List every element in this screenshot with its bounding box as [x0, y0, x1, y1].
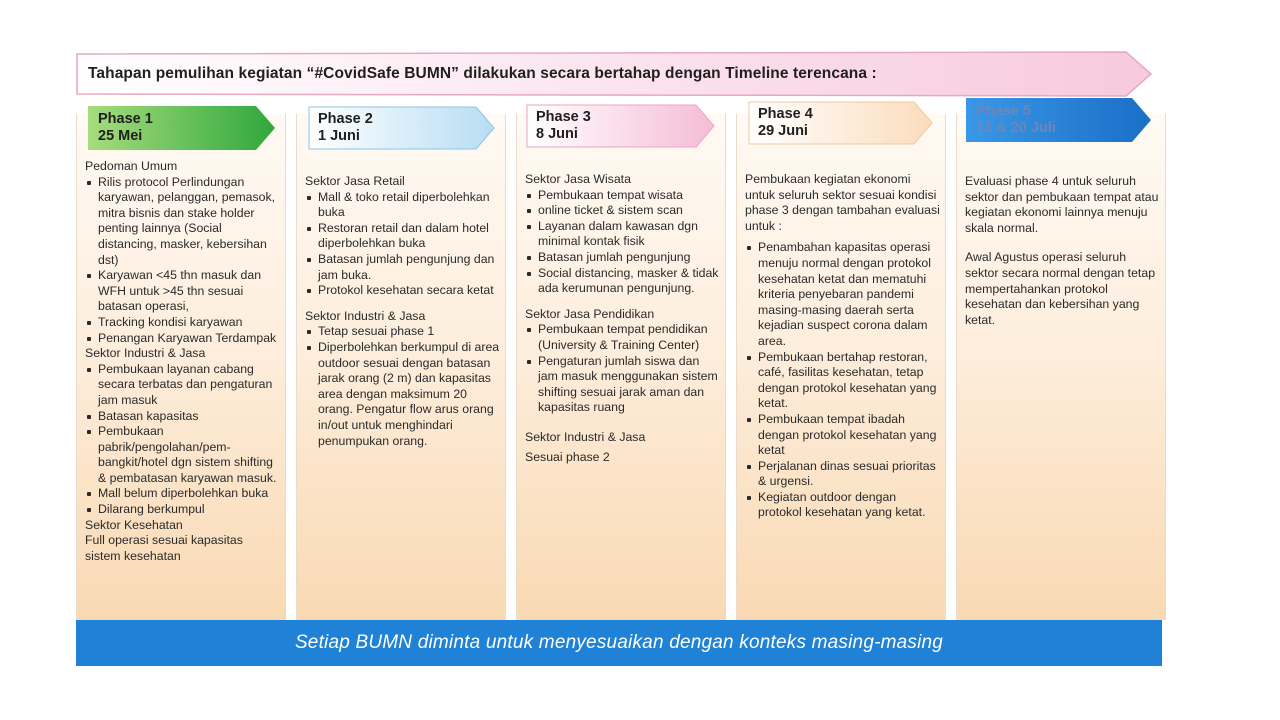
list-item: Dilarang berkumpul — [85, 502, 281, 518]
list-item: Batasan jumlah pengunjung dan jam buka. — [305, 252, 501, 283]
list-item: Restoran retail dan dalam hotel diperbolehkan buka — [305, 221, 501, 252]
bullet-list — [525, 322, 721, 416]
phase-column-1 — [76, 114, 286, 620]
phase-date: 1 Juni — [318, 128, 360, 144]
phase-1-chevron — [88, 106, 276, 150]
phase-5-content — [965, 174, 1161, 328]
section-heading: Pedoman Umum — [85, 159, 178, 173]
footer-banner — [76, 620, 1162, 666]
section-text: Evaluasi phase 4 untuk seluruh sektor dan pembukaan tempat atau kegiatan ekonomi lainnya menuju skala normal. — [965, 174, 1159, 235]
bullet-list — [745, 240, 941, 521]
list-item: Batasan jumlah pengunjung — [525, 250, 721, 266]
section-heading: Sektor Industri & Jasa — [525, 429, 646, 444]
list-item: Penambahan kapasitas operasi menuju normal dengan protokol kesehatan ketat dan mematuhi kriteria penyebaran pandemi masing-masing daerah serta kejadian suspect corona dalam area. — [745, 240, 941, 349]
bullet-list — [525, 188, 721, 297]
section-heading: Sektor Industri & Jasa — [305, 308, 426, 323]
phase-5-chevron — [966, 98, 1152, 142]
list-item: Pembukaan tempat pendidikan (University & Training Center) — [525, 322, 721, 353]
section-heading: Sektor Kesehatan — [85, 517, 183, 532]
phase-label: Phase 3 — [536, 109, 591, 125]
section-heading: Sektor Jasa Retail — [305, 174, 405, 188]
phase-column-4 — [736, 114, 946, 620]
phase-1-content — [85, 159, 281, 564]
phase-3-chevron — [526, 104, 716, 148]
header-banner — [76, 48, 1152, 100]
list-item: Mall & toko retail diperbolehkan buka — [305, 190, 501, 221]
list-item: Karyawan <45 thn masuk dan WFH untuk >45 thn sesuai batasan operasi, — [85, 268, 281, 315]
phase-column-2 — [296, 114, 506, 620]
phase-date: 8 Juni — [536, 126, 578, 142]
list-item: Layanan dalam kawasan dgn minimal kontak fisik — [525, 219, 721, 250]
section-heading: Pembukaan kegiatan ekonomi untuk seluruh sektor sesuai kondisi phase 3 dengan tambahan evaluasi untuk : — [745, 172, 940, 233]
list-item: Mall belum diperbolehkan buka — [85, 486, 281, 502]
phase-label: Phase 1 — [98, 111, 153, 127]
list-item: Pembukaan tempat wisata — [525, 188, 721, 204]
phase-column-3 — [516, 114, 726, 620]
phase-label: Phase 2 — [318, 111, 373, 127]
list-item: Pembukaan tempat ibadah dengan protokol kesehatan yang ketat — [745, 412, 941, 459]
list-item: online ticket & sistem scan — [525, 203, 721, 219]
phase-column-5 — [956, 114, 1166, 620]
phase-4-content — [745, 172, 941, 521]
section-text: Full operasi sesuai kapasitas sistem kesehatan — [85, 533, 243, 563]
phase-label: Phase 5 — [976, 103, 1031, 119]
list-item: Pembukaan bertahap restoran, café, fasilitas kesehatan, tetap dengan protokol kesehatan yang ketat. — [745, 350, 941, 412]
section-text: Awal Agustus operasi seluruh sektor secara normal dengan tetap mempertahankan protokol kesehatan dan kebersihan yang ketat. — [965, 250, 1156, 327]
list-item: Kegiatan outdoor dengan protokol kesehatan yang ketat. — [745, 490, 941, 521]
bullet-list — [85, 362, 281, 518]
list-item: Pembukaan pabrik/pengolahan/pem-bangkit/hotel dgn sistem shifting & pembatasan karyawan masuk. — [85, 424, 281, 486]
list-item: Pengaturan jumlah siswa dan jam masuk menggunakan sistem shifting sesuai jarak aman dan kapasitas ruang — [525, 354, 721, 416]
phase-4-chevron — [748, 101, 934, 145]
phase-date: 29 Juni — [758, 123, 808, 139]
phase-2-chevron — [308, 106, 496, 150]
bullet-list — [85, 175, 281, 347]
bullet-list — [305, 324, 501, 449]
phase-date: 25 Mei — [98, 128, 143, 144]
phase-3-content — [525, 172, 721, 465]
list-item: Pembukaan layanan cabang secara terbatas dan pengaturan jam masuk — [85, 362, 281, 409]
phase-label: Phase 4 — [758, 106, 813, 122]
section-heading: Sektor Industri & Jasa — [85, 346, 206, 361]
list-item: Rilis protocol Perlindungan karyawan, pelanggan, pemasok, mitra bisnis dan stake holder penting lainnya (Social distancing, masker, kebersihan dst) — [85, 175, 281, 269]
list-item: Diperbolehkan berkumpul di area outdoor sesuai dengan batasan jarak orang (2 m) dan kapasitas area dengan maksimum 20 orang. Pengatur flow arus orang in/out untuk menghindari penumpukan orang. — [305, 340, 501, 449]
list-item: Tetap sesuai phase 1 — [305, 324, 501, 340]
bullet-list — [305, 190, 501, 299]
phase-date: 13 & 20 Juli — [976, 120, 1056, 136]
list-item: Tracking kondisi karyawan — [85, 315, 281, 331]
section-heading: Sektor Jasa Wisata — [525, 172, 631, 186]
phase-2-content — [305, 174, 501, 449]
list-item: Penangan Karyawan Terdampak — [85, 331, 281, 347]
section-heading: Sektor Jasa Pendidikan — [525, 306, 655, 321]
section-text: Sesuai phase 2 — [525, 449, 610, 464]
list-item: Batasan kapasitas — [85, 409, 281, 425]
banner-title: Tahapan pemulihan kegiatan “#CovidSafe BUMN” dilakukan secara bertahap dengan Timeline terencana : — [88, 65, 877, 82]
list-item: Social distancing, masker & tidak ada kerumunan pengunjung. — [525, 266, 721, 297]
list-item: Perjalanan dinas sesuai prioritas & urgensi. — [745, 459, 941, 490]
list-item: Protokol kesehatan secara ketat — [305, 283, 501, 299]
footer-text: Setiap BUMN diminta untuk menyesuaikan dengan konteks masing-masing — [294, 632, 944, 653]
